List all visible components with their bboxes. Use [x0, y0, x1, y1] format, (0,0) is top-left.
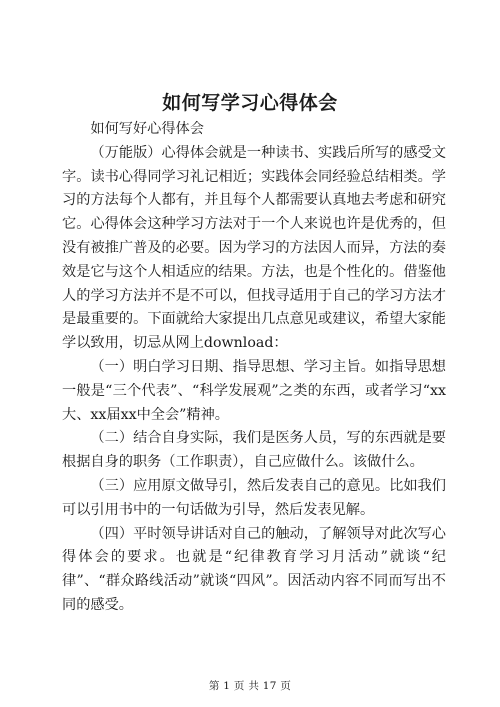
- point-one-paragraph: （一）明白学习日期、指导思想、学习主旨。如指导思想一般是“三个代表”、“科学发展观”之类的东西，或者学习“xx大、xx届xx中全会”精神。: [62, 358, 446, 423]
- document-title: 如何写学习心得体会: [162, 92, 338, 114]
- document-body: [62, 118, 446, 618]
- document-subtitle: 如何写好心得体会: [90, 121, 204, 137]
- point-three-paragraph: （三）应用原文做导引，然后发表自己的意见。比如我们可以引用书中的一句话做为引导，然后发表见解。: [62, 477, 446, 518]
- page-number-footer: 第 1 页 共 17 页: [208, 680, 292, 692]
- point-two-paragraph: （二）结合自身实际，我们是医务人员，写的东西就是要根据自身的职务（工作职责），自己应做什么。该做什么。: [62, 430, 446, 471]
- point-four-paragraph: （四）平时领导讲话对自己的触动，了解领导对此次写心得体会的要求。也就是“纪律教育学习月活动”就谈“纪律”、“群众路线活动”就谈“四风”。因活动内容不同而写出不同的感受。: [62, 525, 446, 613]
- intro-paragraph: （万能版）心得体会就是一种读书、实践后所写的感受文字。读书心得同学习礼记相近；实践体会同经验总结相类。学习的方法每个人都有，并且每个人都需要认真地去考虑和研究它。心得体会这种学习方法对于一个人来说也许是优秀的，但没有被推广普及的必要。因为学习的方法因人而异，方法的奏效是它与这个人相适应的结果。方法，也是个性化的。借鉴他人的学习方法并不是不可以，但找寻适用于自己的学习方法才是最重要的。下面就给大家提出几点意见或建议，希望大家能学以致用，切忌从网上download：: [62, 144, 446, 352]
